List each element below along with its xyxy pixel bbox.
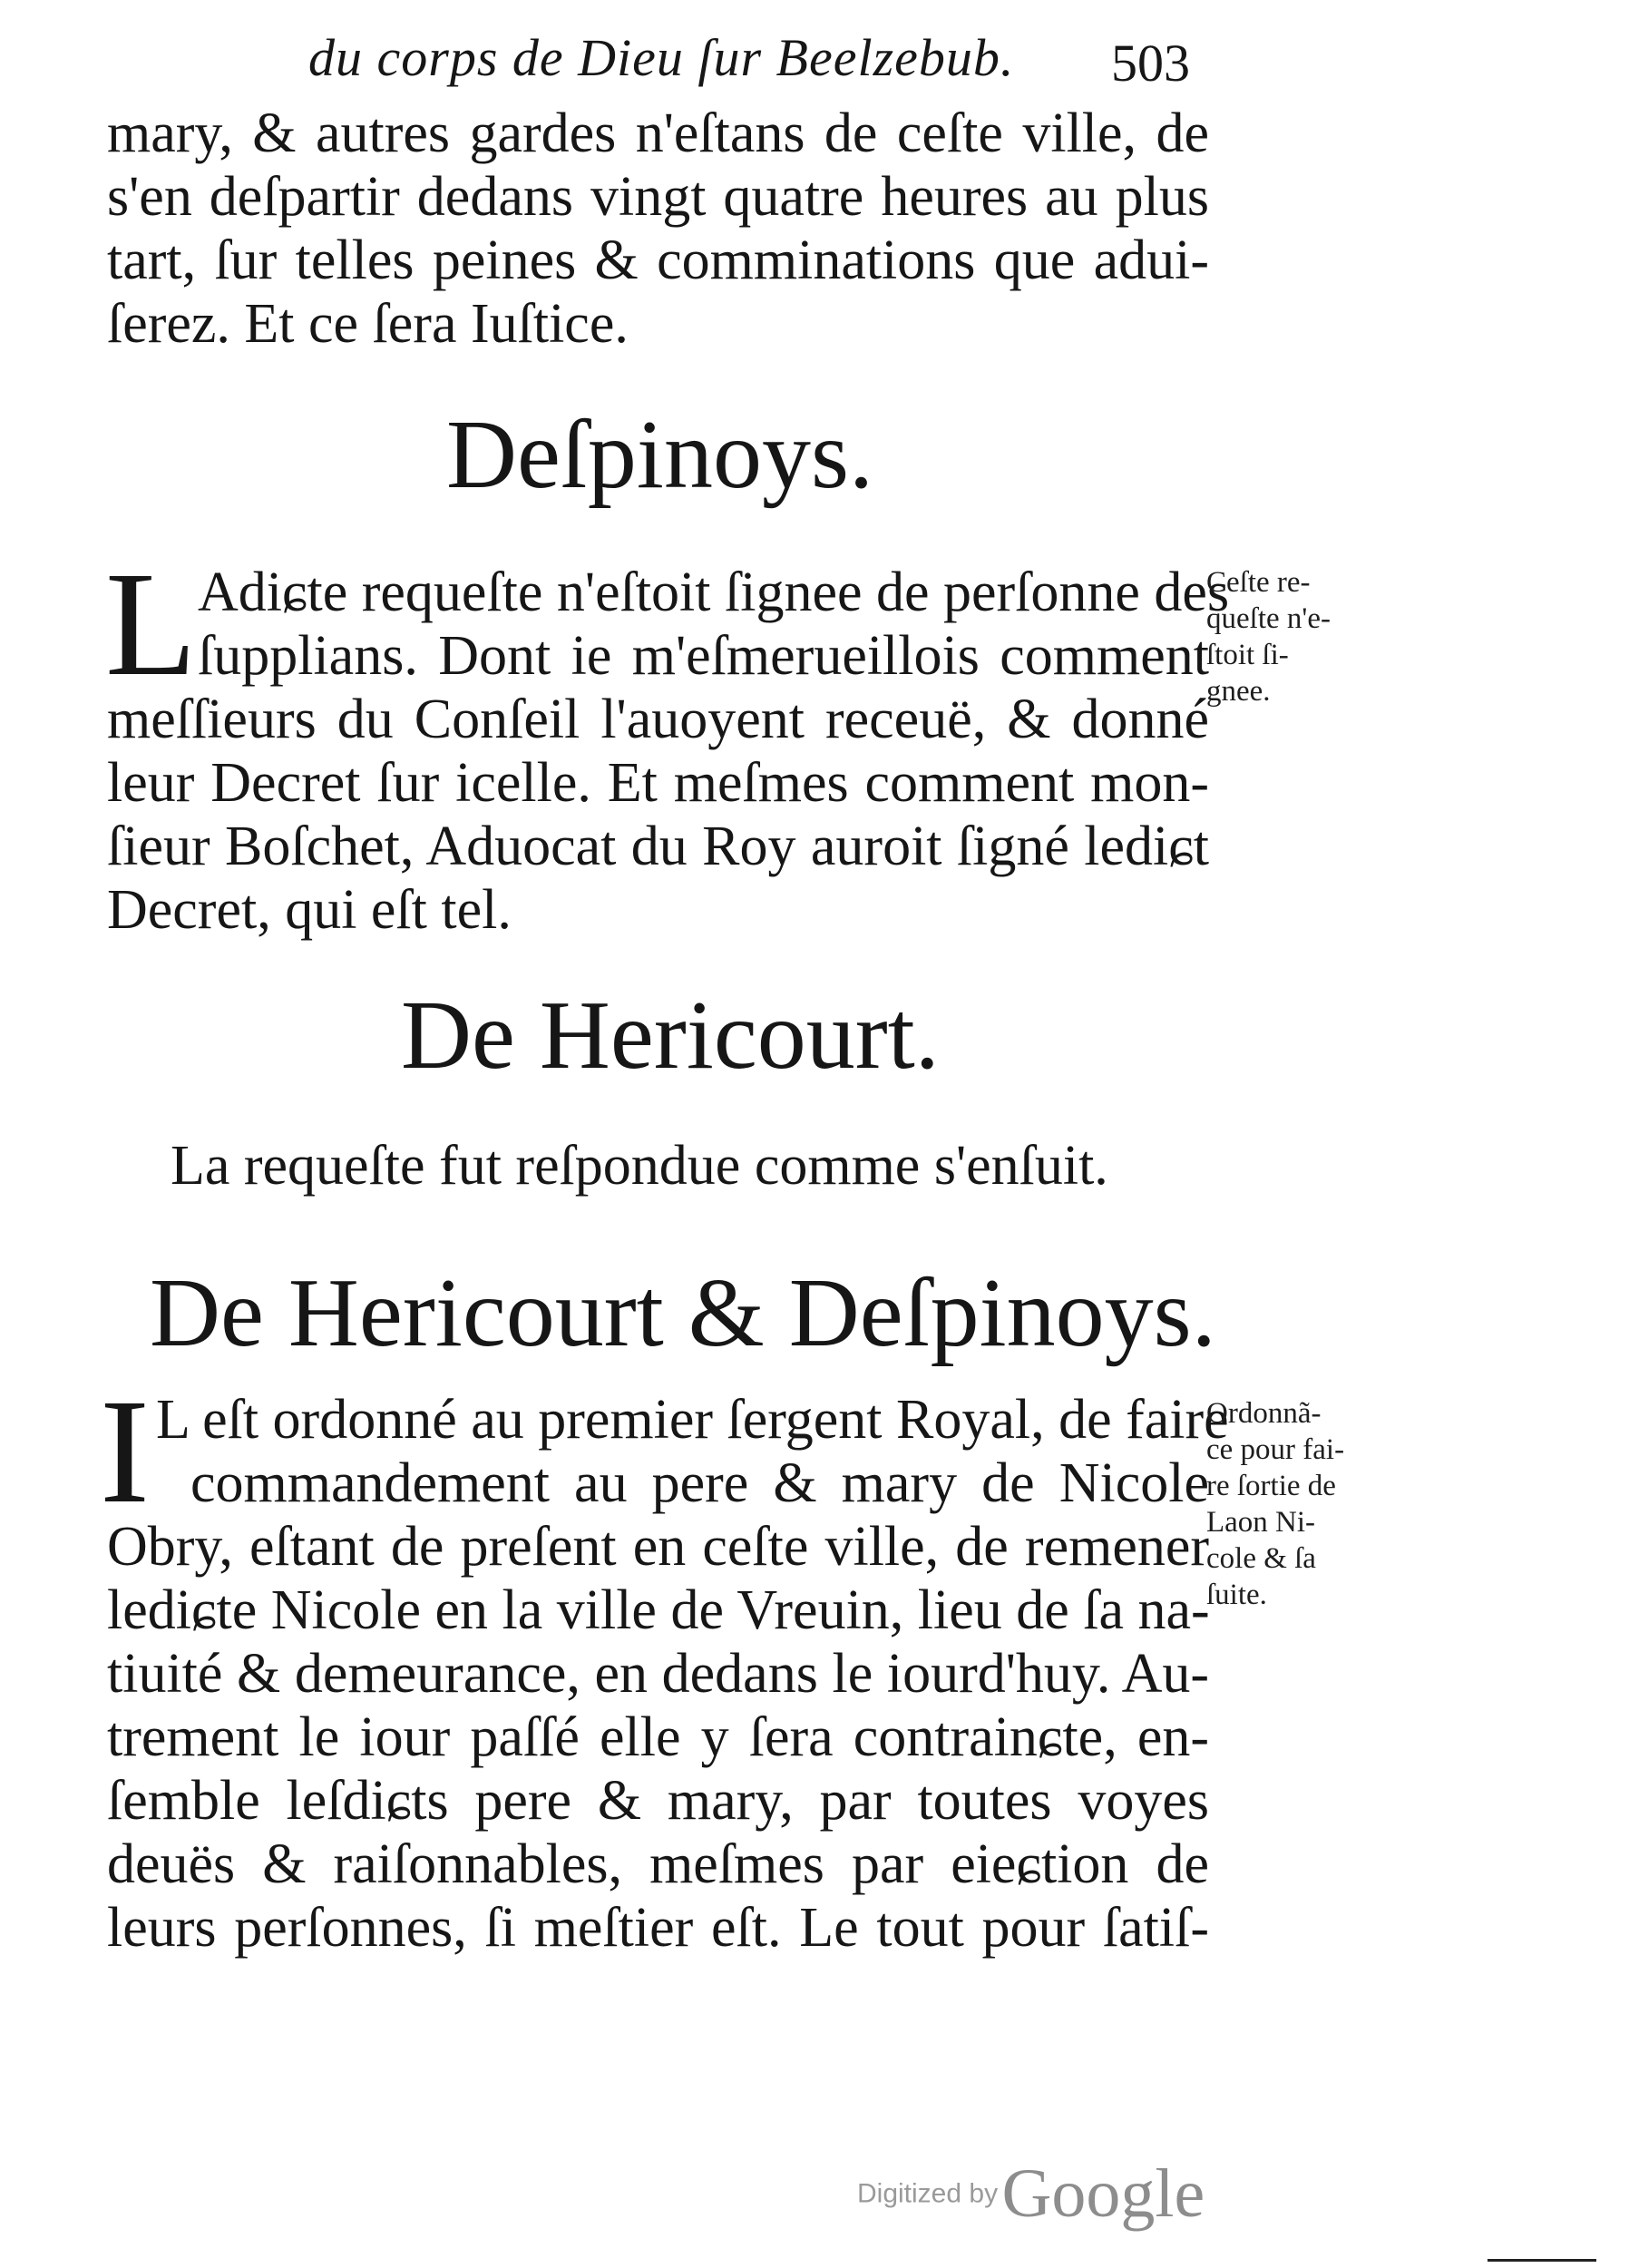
margin-note-signee	[1206, 564, 1379, 709]
text-line: leur Decret ſur icelle. Et meſmes comment mon-	[107, 752, 1209, 814]
text-line: tart, ſur telles peines & comminations que adui-	[107, 230, 1209, 291]
text-line: L eſt ordonné au premier ſergent Royal, de faire	[156, 1389, 1229, 1451]
text-line: commandement au pere & mary de Nicole	[190, 1452, 1209, 1514]
note-line: gnee.	[1206, 675, 1271, 708]
running-head: du corps de Dieu ſur Beelzebub.	[308, 28, 1015, 87]
paragraph-requeste	[198, 561, 1230, 624]
text-line: leurs perſonnes, ſi meſtier eſt. Le tout pour ſatiſ-	[107, 1897, 1209, 1959]
page-edge-mark	[1488, 2259, 1596, 2262]
note-line: Ordonnã-	[1206, 1397, 1322, 1430]
text-line: Decret, qui eſt tel.	[107, 879, 512, 941]
page-number: 503	[1111, 34, 1190, 93]
note-line: ſuite.	[1206, 1579, 1267, 1611]
note-line: Ceſte re-	[1206, 566, 1311, 599]
paragraph-requeste-2	[198, 624, 1209, 688]
watermark-brand: Google	[1001, 2156, 1205, 2232]
drop-cap-i: I	[100, 1368, 150, 1534]
margin-note-ordonnance	[1206, 1395, 1379, 1613]
text-line: trement le iour paſſé elle y ſera contrainɕte, en-	[107, 1706, 1209, 1768]
text-line: Obry, eſtant de preſent en ceſte ville, de remener	[107, 1516, 1209, 1578]
paragraph-ordonnance-2	[190, 1452, 1209, 1515]
text-line: ſemble leſdiɕts pere & mary, par toutes voyes	[107, 1770, 1209, 1832]
text-line: ſupplians. Dont ie m'eſmerueillois comment	[198, 625, 1209, 687]
text-line: tiuité & demeurance, en dedans le iourd'huy. Au-	[107, 1643, 1209, 1705]
text-line: s'en deſpartir dedans vingt quatre heures au plus	[107, 166, 1209, 228]
note-line: queſte n'e-	[1206, 602, 1331, 635]
heading-despinoys: Deſpinoys.	[446, 401, 873, 509]
drop-cap-l: L	[105, 541, 197, 707]
text-line: lediɕte Nicole en la ville de Vreuin, lieu de ſa na-	[107, 1579, 1210, 1641]
text-line: ſerez. Et ce ſera Iuſtice.	[107, 293, 629, 355]
note-line: ſtoit ſi-	[1206, 639, 1289, 671]
text-line: La requeſte fut reſpondue comme s'enſuit.	[171, 1135, 1108, 1197]
note-line: ce pour fai-	[1206, 1433, 1345, 1466]
note-line: cole & ſa	[1206, 1542, 1316, 1575]
text-line: deuës & raiſonnables, meſmes par eieɕtion de	[107, 1833, 1209, 1895]
text-line: Adiɕte requeſte n'eſtoit ſignee de perſonne des	[198, 562, 1230, 623]
text-line: meſſieurs du Conſeil l'auoyent receuë, & donné	[107, 689, 1209, 750]
digitized-watermark	[857, 2155, 1205, 2234]
paragraph-ordonnance-rest	[107, 1515, 1209, 1960]
note-line: re ſortie de	[1206, 1470, 1336, 1502]
watermark-prefix: Digitized by	[857, 2178, 999, 2209]
text-line: ſieur Boſchet, Aduocat du Roy auroit ſigné lediɕt	[107, 816, 1209, 877]
paragraph-reponse	[171, 1134, 1123, 1198]
paragraph-requeste-rest	[107, 688, 1209, 942]
text-line: mary, & autres gardes n'eſtans de ceſte ville, de	[107, 103, 1209, 164]
heading-hericourt-despinoys: De Hericourt & Deſpinoys.	[150, 1259, 1216, 1367]
paragraph-continuation	[107, 102, 1209, 356]
heading-hericourt: De Hericourt.	[401, 982, 940, 1090]
note-line: Laon Ni-	[1206, 1506, 1316, 1539]
paragraph-ordonnance	[156, 1388, 1229, 1452]
